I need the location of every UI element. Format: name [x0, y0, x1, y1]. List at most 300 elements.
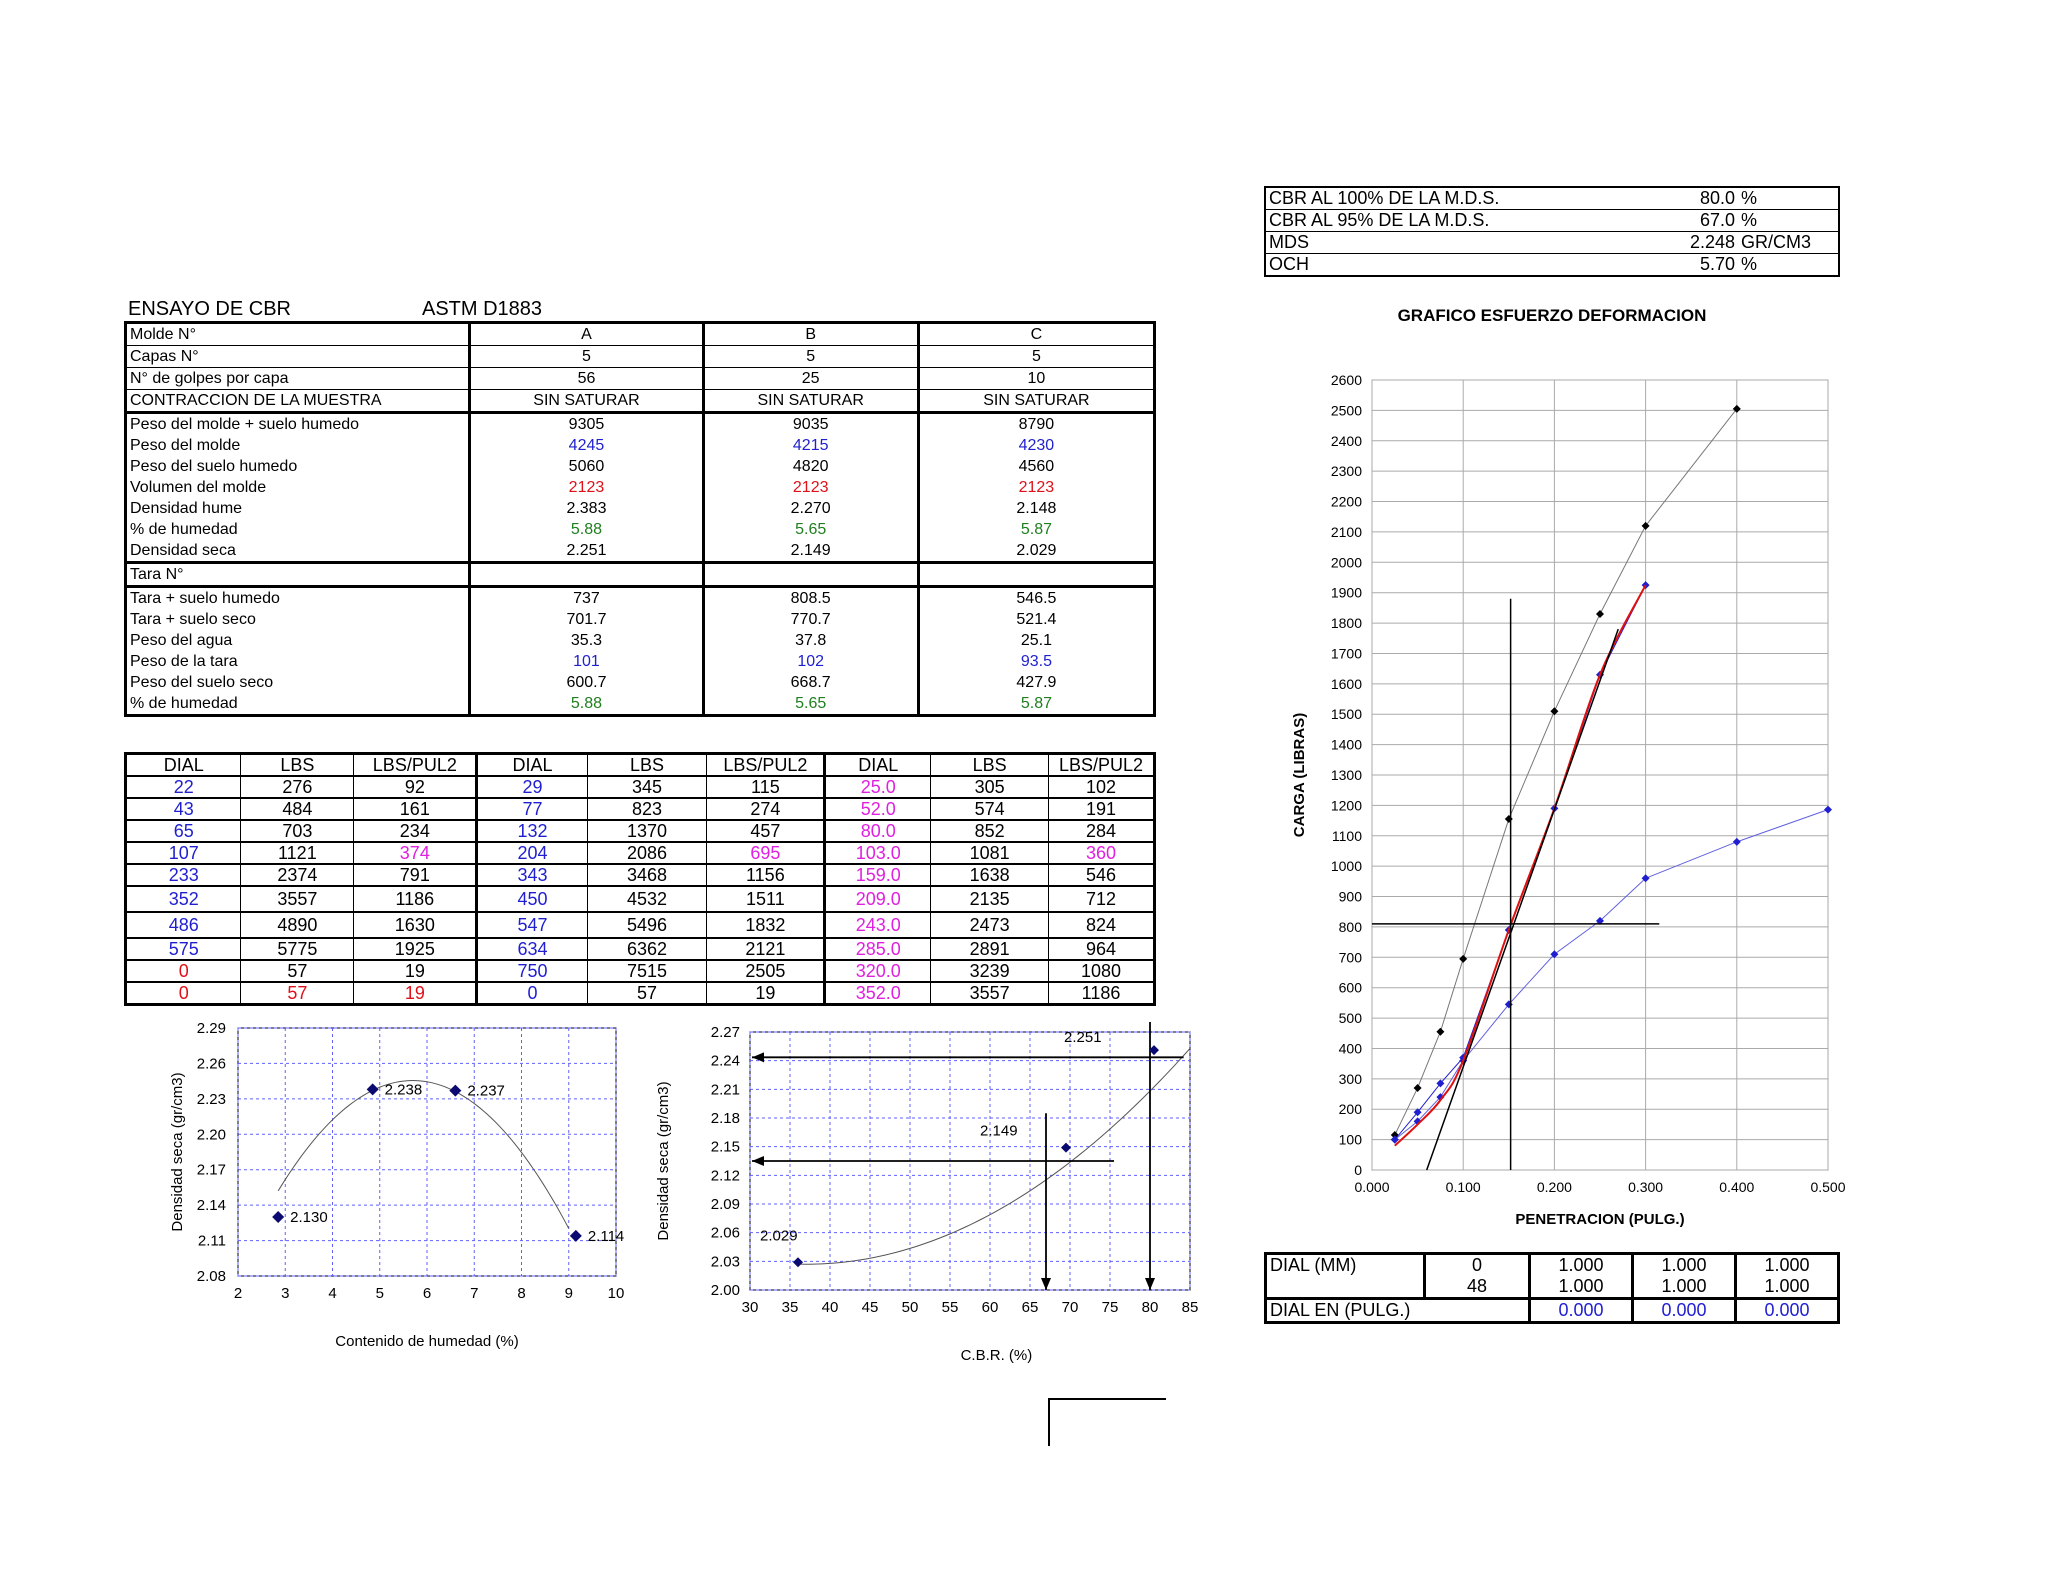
dial-header-cell: DIAL	[126, 754, 241, 777]
dial-row	[126, 938, 1155, 960]
dial-cell: 284	[1049, 820, 1155, 842]
dial-cell: 0	[126, 982, 241, 1005]
dial-cell: 823	[587, 798, 707, 820]
x-tick-label: 0.100	[1445, 1179, 1481, 1195]
main-row-densidad-humeda	[126, 498, 1155, 519]
row-value: 5.65	[703, 693, 918, 716]
dial-cell: 3239	[931, 960, 1049, 982]
dialmm-row	[1266, 1276, 1839, 1299]
row-value: 5060	[470, 456, 703, 477]
row-value: 2123	[918, 477, 1154, 498]
row-label: Peso del suelo humedo	[130, 458, 298, 475]
dial-cell: 1121	[241, 842, 354, 864]
dialmm-row	[1266, 1254, 1839, 1277]
row-label: Tara N°	[126, 563, 470, 587]
main-row-capas	[126, 346, 1155, 368]
dial-cell: 22	[126, 776, 241, 798]
row-value: 9035	[703, 413, 918, 436]
row-label: Molde N°	[126, 323, 470, 346]
dial-cell: 450	[477, 886, 587, 912]
row-value: 5.65	[703, 519, 918, 540]
row-value: 10	[918, 368, 1154, 390]
cbr-summary-table	[1264, 186, 1840, 277]
summary-unit: %	[1741, 188, 1758, 208]
dial-header-row	[126, 754, 1155, 777]
dial-cell: 25.0	[825, 776, 931, 798]
y-axis-label: Densidad seca (gr/cm3)	[169, 1072, 186, 1232]
y-tick-label: 2200	[1330, 493, 1362, 510]
row-value: 101	[470, 651, 703, 672]
dial-cell: 703	[241, 820, 354, 842]
summary-row	[1265, 254, 1839, 277]
dial-cell: 1080	[1049, 960, 1155, 982]
dial-cell: 712	[1049, 886, 1155, 912]
x-axis-label: C.B.R. (%)	[960, 1347, 1033, 1364]
row-value: 770.7	[703, 609, 918, 630]
dial-cell: 92	[354, 776, 477, 798]
x-tick-label: 85	[1181, 1299, 1199, 1316]
dial-cell: 3557	[931, 982, 1049, 1005]
dial-cell: 634	[477, 938, 587, 960]
row-value: 102	[703, 651, 918, 672]
row-label: % de humedad	[130, 521, 238, 538]
y-tick-label: 2400	[1330, 432, 1362, 449]
dial-mm-table	[1264, 1252, 1840, 1324]
dialmm-cell: 1.000	[1633, 1254, 1736, 1277]
x-tick-label: 50	[901, 1299, 919, 1316]
chart-title: GRAFICO ESFUERZO DEFORMACION	[1397, 306, 1707, 325]
y-tick-label: 500	[1338, 1010, 1362, 1027]
row-value: C	[918, 323, 1154, 346]
row-label: Tara + suelo seco	[130, 611, 256, 628]
dial-cell: 1638	[931, 864, 1049, 886]
main-row-densidad-seca	[126, 540, 1155, 563]
cbr-density-chart	[650, 1020, 1250, 1380]
summary-label: CBR AL 95% DE LA M.D.S.	[1265, 210, 1652, 232]
dialmm-cell: 48	[1425, 1276, 1530, 1299]
row-value	[918, 563, 1154, 587]
row-value: 521.4	[918, 609, 1154, 630]
y-tick-label: 2.12	[710, 1167, 740, 1185]
dialmm-cell: 1.000	[1736, 1276, 1839, 1299]
row-value: 9305	[470, 413, 703, 436]
row-value: 25.1	[918, 630, 1154, 651]
dial-cell: 1156	[707, 864, 825, 886]
y-tick-label: 2.14	[196, 1197, 226, 1215]
row-value: 600.7	[470, 672, 703, 693]
y-tick-label: 2100	[1330, 523, 1362, 540]
main-row-golpes	[126, 368, 1155, 390]
dial-cell: 132	[477, 820, 587, 842]
summary-label: CBR AL 100% DE LA M.D.S.	[1269, 188, 1500, 208]
summary-value: 2.248	[1652, 232, 1738, 254]
y-tick-label: 100	[1338, 1131, 1362, 1148]
dial-cell: 1630	[354, 912, 477, 938]
dial-cell: 352.0	[825, 982, 931, 1005]
dial-readings-table	[124, 752, 1156, 1006]
row-value: 5.88	[470, 519, 703, 540]
dial-header-cell: LBS	[931, 754, 1049, 777]
dial-cell: 546	[1049, 864, 1155, 886]
row-label: Peso del suelo seco	[130, 674, 274, 691]
main-row-molde	[126, 323, 1155, 346]
dial-cell: 2473	[931, 912, 1049, 938]
y-tick-label: 300	[1338, 1070, 1362, 1087]
dial-cell: 191	[1049, 798, 1155, 820]
row-value: 546.5	[918, 587, 1154, 610]
row-value: 4820	[703, 456, 918, 477]
y-tick-label: 2600	[1330, 372, 1362, 388]
x-tick-label: 45	[861, 1299, 879, 1316]
dialmm-cell: 1.000	[1736, 1254, 1839, 1277]
corner-mark	[1048, 1398, 1166, 1446]
main-row-peso-molde	[126, 435, 1155, 456]
dial-cell: 57	[241, 960, 354, 982]
dial-cell: 243.0	[825, 912, 931, 938]
row-value: 4215	[703, 435, 918, 456]
row-label: Capas N°	[126, 346, 470, 368]
dial-cell: 233	[126, 864, 241, 886]
y-tick-label: 400	[1338, 1040, 1362, 1057]
dial-cell: 2086	[587, 842, 707, 864]
dial-cell: 204	[477, 842, 587, 864]
dial-cell: 115	[707, 776, 825, 798]
dial-cell: 65	[126, 820, 241, 842]
dial-cell: 457	[707, 820, 825, 842]
x-tick-label: 0.200	[1536, 1179, 1572, 1195]
main-row-humedad2	[126, 693, 1155, 716]
main-row-peso-suelo-humedo	[126, 456, 1155, 477]
dialmm-label: DIAL (MM)	[1270, 1255, 1357, 1275]
data-label: 2.114	[587, 1227, 625, 1245]
row-value: 5	[470, 346, 703, 368]
dial-row	[126, 886, 1155, 912]
summary-value: 67.0	[1652, 210, 1738, 232]
y-tick-label: 1500	[1330, 706, 1362, 723]
main-row-tara	[126, 563, 1155, 587]
dial-row	[126, 864, 1155, 886]
x-tick-label: 65	[1021, 1299, 1039, 1316]
y-tick-label: 2.00	[710, 1282, 740, 1299]
row-value: B	[703, 323, 918, 346]
dial-cell: 484	[241, 798, 354, 820]
y-tick-label: 2.29	[196, 1020, 226, 1037]
row-label: Peso del molde + suelo humedo	[126, 413, 470, 436]
dial-cell: 574	[931, 798, 1049, 820]
x-tick-label: 4	[328, 1285, 337, 1302]
dial-cell: 2121	[707, 938, 825, 960]
main-row-volumen	[126, 477, 1155, 498]
summary-unit: %	[1738, 254, 1839, 277]
x-axis-label: PENETRACION (PULG.)	[1515, 1211, 1685, 1228]
row-value: 2.251	[470, 540, 703, 563]
dial-header-cell: DIAL	[825, 754, 931, 777]
dial-cell: 3468	[587, 864, 707, 886]
dial-header-cell: LBS/PUL2	[354, 754, 477, 777]
dial-cell: 1832	[707, 912, 825, 938]
dial-cell: 6362	[587, 938, 707, 960]
row-value: 2.148	[918, 498, 1154, 519]
x-tick-label: 0.400	[1719, 1179, 1755, 1195]
y-tick-label: 2.17	[196, 1161, 226, 1179]
dial-cell: 43	[126, 798, 241, 820]
row-value: 808.5	[703, 587, 918, 610]
y-tick-label: 1300	[1330, 767, 1362, 783]
dialmm-cell: 0	[1425, 1254, 1530, 1277]
dial-cell: 5775	[241, 938, 354, 960]
cbr-test-table	[124, 321, 1156, 717]
dial-row	[126, 960, 1155, 982]
dial-cell: 824	[1049, 912, 1155, 938]
dialmm-label: DIAL EN (PULG.)	[1270, 1300, 1411, 1320]
dial-cell: 52.0	[825, 798, 931, 820]
summary-row	[1265, 210, 1839, 232]
row-value: 4560	[918, 456, 1154, 477]
dial-cell: 1370	[587, 820, 707, 842]
dial-cell: 19	[707, 982, 825, 1005]
row-label: Volumen del molde	[130, 479, 267, 496]
y-tick-label: 800	[1338, 918, 1362, 935]
data-label: 2.029	[760, 1227, 798, 1245]
dial-cell: 285.0	[825, 938, 931, 960]
y-tick-label: 2.21	[710, 1081, 740, 1099]
dialmm-label	[1266, 1276, 1425, 1299]
data-label: 2.251	[1064, 1029, 1102, 1047]
dial-cell: 57	[587, 982, 707, 1005]
summary-label: MDS	[1265, 232, 1652, 254]
dial-cell: 102	[1049, 776, 1155, 798]
row-value: 668.7	[703, 672, 918, 693]
y-tick-label: 1100	[1331, 827, 1362, 844]
row-label: Densidad seca	[130, 542, 236, 559]
dial-cell: 360	[1049, 842, 1155, 864]
row-value: A	[470, 323, 703, 346]
x-tick-label: 6	[422, 1285, 432, 1302]
y-tick-label: 2.27	[710, 1024, 740, 1041]
y-tick-label: 2.23	[196, 1090, 226, 1108]
x-tick-label: 35	[781, 1299, 799, 1316]
x-tick-label: 30	[741, 1299, 759, 1316]
main-row-peso-molde-suelo	[126, 413, 1155, 436]
dial-cell: 345	[587, 776, 707, 798]
row-label: Tara + suelo humedo	[126, 587, 470, 610]
dial-cell: 4532	[587, 886, 707, 912]
row-value: 56	[470, 368, 703, 390]
row-value: 35.3	[470, 630, 703, 651]
summary-value: 5.70	[1652, 254, 1738, 277]
dial-cell: 352	[126, 886, 241, 912]
y-tick-label: 1200	[1330, 797, 1362, 814]
dialmm-cell: 0.000	[1530, 1299, 1633, 1323]
row-value: 737	[470, 587, 703, 610]
row-value: 2.029	[918, 540, 1154, 563]
row-value: 25	[703, 368, 918, 390]
dialmm-cell: 1.000	[1530, 1276, 1633, 1299]
row-value: 2.270	[703, 498, 918, 519]
y-tick-label: 1600	[1330, 675, 1362, 692]
row-value: SIN SATURAR	[703, 390, 918, 413]
summary-row	[1265, 232, 1839, 254]
row-value: 2123	[470, 477, 703, 498]
y-tick-label: 1400	[1330, 736, 1362, 753]
y-tick-label: 700	[1338, 949, 1362, 966]
dialmm-cell: 0.000	[1736, 1299, 1839, 1323]
dial-cell: 1925	[354, 938, 477, 960]
row-label: Peso del molde	[130, 437, 241, 454]
dial-cell: 2374	[241, 864, 354, 886]
y-tick-label: 2.15	[710, 1138, 740, 1156]
dial-cell: 695	[707, 842, 825, 864]
dial-header-cell: LBS	[587, 754, 707, 777]
row-label: Peso de la tara	[130, 653, 238, 670]
row-label: CONTRACCION DE LA MUESTRA	[126, 390, 470, 413]
dial-cell: 7515	[587, 960, 707, 982]
data-label: 2.130	[290, 1208, 328, 1226]
dial-header-cell: LBS/PUL2	[707, 754, 825, 777]
x-tick-label: 10	[607, 1285, 625, 1302]
dial-cell: 750	[477, 960, 587, 982]
row-label: Densidad hume	[130, 500, 243, 517]
row-value: 37.8	[703, 630, 918, 651]
dial-cell: 234	[354, 820, 477, 842]
dial-cell: 159.0	[825, 864, 931, 886]
x-tick-label: 55	[941, 1299, 959, 1316]
data-label: 2.237	[467, 1082, 505, 1100]
dial-header-cell: LBS	[241, 754, 354, 777]
summary-label: OCH	[1265, 254, 1652, 277]
main-row-peso-agua	[126, 630, 1155, 651]
row-value	[470, 563, 703, 587]
y-axis-label: Densidad seca (gr/cm3)	[655, 1081, 672, 1241]
dial-cell: 19	[354, 982, 477, 1005]
row-label: Peso del agua	[130, 632, 233, 649]
dial-cell: 103.0	[825, 842, 931, 864]
row-value: SIN SATURAR	[918, 390, 1154, 413]
dial-cell: 2891	[931, 938, 1049, 960]
row-value: 93.5	[918, 651, 1154, 672]
data-label: 2.149	[980, 1122, 1018, 1140]
dial-cell: 486	[126, 912, 241, 938]
dial-header-cell: LBS/PUL2	[1049, 754, 1155, 777]
y-tick-label: 2.11	[197, 1232, 226, 1250]
y-tick-label: 2.20	[196, 1126, 226, 1144]
dialmm-row	[1266, 1299, 1839, 1323]
y-tick-label: 2000	[1330, 554, 1362, 571]
row-label: N° de golpes por capa	[126, 368, 470, 390]
main-row-humedad1	[126, 519, 1155, 540]
dial-cell: 19	[354, 960, 477, 982]
y-tick-label: 2.18	[710, 1110, 740, 1127]
row-label: % de humedad	[130, 695, 238, 712]
x-tick-label: 80	[1141, 1299, 1159, 1316]
dialmm-cell: 0.000	[1633, 1299, 1736, 1323]
y-tick-label: 900	[1338, 888, 1362, 905]
row-value: 2123	[703, 477, 918, 498]
dial-cell: 374	[354, 842, 477, 864]
dial-cell: 575	[126, 938, 241, 960]
dial-cell: 3557	[241, 886, 354, 912]
y-tick-label: 0	[1354, 1162, 1362, 1178]
dial-cell: 1186	[1049, 982, 1155, 1005]
x-axis-label: Contenido de humedad (%)	[335, 1333, 519, 1350]
row-value: 5.87	[918, 693, 1154, 716]
dial-cell: 2505	[707, 960, 825, 982]
x-tick-label: 0.500	[1810, 1179, 1846, 1195]
row-value: 5	[703, 346, 918, 368]
dial-cell: 305	[931, 776, 1049, 798]
row-value: 701.7	[470, 609, 703, 630]
row-value: 2.149	[703, 540, 918, 563]
x-tick-label: 7	[470, 1285, 479, 1302]
x-tick-label: 75	[1101, 1299, 1119, 1316]
x-tick-label: 2	[233, 1285, 243, 1302]
dial-cell: 209.0	[825, 886, 931, 912]
humidity-density-chart	[160, 1020, 660, 1360]
x-tick-label: 60	[981, 1299, 999, 1316]
y-tick-label: 2.24	[710, 1052, 740, 1070]
dial-cell: 57	[241, 982, 354, 1005]
data-label: 2.238	[384, 1081, 423, 1099]
dialmm-cell: 1.000	[1633, 1276, 1736, 1299]
x-tick-label: 3	[281, 1285, 290, 1302]
row-value: 5.87	[918, 519, 1154, 540]
main-row-peso-tara	[126, 651, 1155, 672]
main-row-contraccion	[126, 390, 1155, 413]
main-row-tara-seco	[126, 609, 1155, 630]
dial-row	[126, 842, 1155, 864]
dial-cell: 547	[477, 912, 587, 938]
row-value: 2.383	[470, 498, 703, 519]
dial-cell: 320.0	[825, 960, 931, 982]
y-tick-label: 200	[1338, 1101, 1362, 1118]
summary-row	[1265, 187, 1839, 210]
standard-label: ASTM D1883	[422, 298, 543, 320]
main-row-peso-suelo-seco	[126, 672, 1155, 693]
dial-cell: 1511	[707, 886, 825, 912]
row-value: SIN SATURAR	[470, 390, 703, 413]
x-tick-label: 8	[517, 1285, 526, 1302]
dial-row	[126, 820, 1155, 842]
y-tick-label: 2.08	[196, 1268, 226, 1285]
dial-cell: 276	[241, 776, 354, 798]
y-tick-label: 2.06	[710, 1224, 740, 1242]
row-value	[703, 563, 918, 587]
page-title: ENSAYO DE CBR	[128, 298, 291, 320]
dial-row	[126, 798, 1155, 820]
row-value: 5	[918, 346, 1154, 368]
summary-value: 80.0	[1699, 188, 1735, 208]
y-tick-label: 2.09	[710, 1196, 740, 1213]
y-axis-label: CARGA (LIBRAS)	[1291, 712, 1308, 838]
y-tick-label: 2500	[1330, 402, 1362, 419]
dial-cell: 852	[931, 820, 1049, 842]
x-tick-label: 0.000	[1354, 1179, 1390, 1195]
dial-cell: 5496	[587, 912, 707, 938]
x-tick-label: 0.300	[1628, 1179, 1664, 1195]
y-tick-label: 1800	[1330, 615, 1362, 632]
x-tick-label: 70	[1061, 1299, 1079, 1316]
dial-row	[126, 912, 1155, 938]
dial-cell: 964	[1049, 938, 1155, 960]
summary-unit: %	[1738, 210, 1839, 232]
dial-cell: 161	[354, 798, 477, 820]
y-tick-label: 2.26	[196, 1055, 226, 1073]
dial-cell: 4890	[241, 912, 354, 938]
dial-cell: 0	[126, 960, 241, 982]
row-value: 4230	[918, 435, 1154, 456]
dial-cell: 343	[477, 864, 587, 886]
dial-cell: 107	[126, 842, 241, 864]
